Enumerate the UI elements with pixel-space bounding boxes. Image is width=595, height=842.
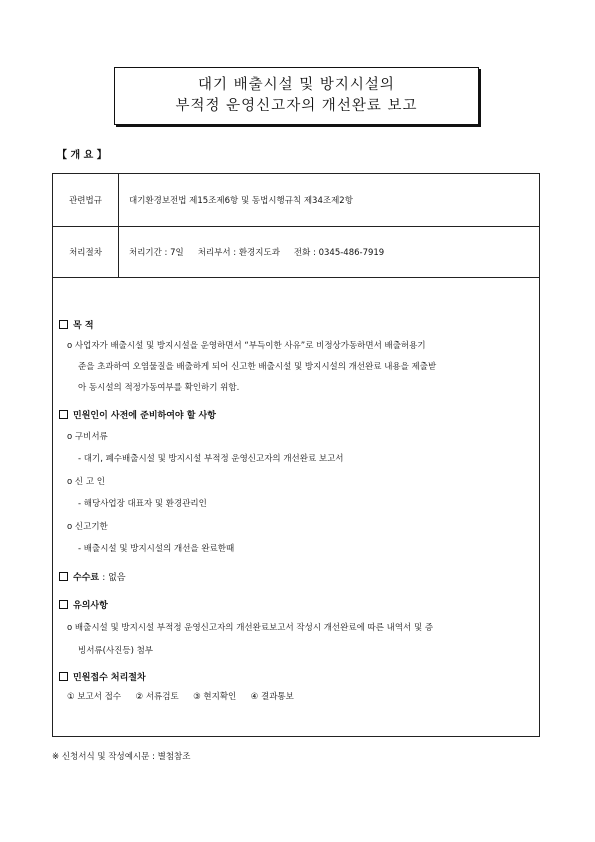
phone-number: 전화 : 0345-486-7919 bbox=[293, 248, 385, 258]
section-notes-heading: 유의사항 bbox=[59, 598, 108, 611]
preparation-item-label: o 구비서류 bbox=[67, 432, 108, 442]
notes-line: 빙서류(사진등) 첨부 bbox=[78, 646, 154, 656]
preparation-item-detail: - 배출시설 및 방지시설의 개선을 완료한때 bbox=[78, 544, 235, 554]
title-line-2: 부적정 운영신고자의 개선완료 보고 bbox=[175, 98, 418, 114]
footer-note: ※ 신청서식 및 작성예시문 : 별첨참조 bbox=[52, 752, 191, 762]
procedure-steps bbox=[67, 690, 294, 702]
title-line-1: 대기 배출시설 및 방지시설의 bbox=[198, 77, 395, 93]
info-row-value: 대기환경보전법 제15조제6항 및 동법시행규칙 제34조제2항 bbox=[129, 196, 353, 206]
checkbox-square-icon bbox=[59, 600, 68, 609]
info-row-law bbox=[53, 174, 539, 227]
info-row-procedure bbox=[53, 227, 539, 278]
processing-period: 처리기간 : 7일 bbox=[129, 248, 184, 258]
procedure-step: ② 서류검토 bbox=[135, 692, 179, 702]
procedure-step: ③ 현지확인 bbox=[193, 692, 237, 702]
procedure-step: ① 보고서 접수 bbox=[67, 692, 122, 702]
checkbox-square-icon bbox=[59, 320, 68, 329]
checkbox-square-icon bbox=[59, 672, 68, 681]
purpose-line: o 사업자가 배출시설 및 방지시설을 운영하면서 “부득이한 사유”로 비정상가동하면서 배출허용기 bbox=[67, 341, 426, 351]
purpose-line: 준을 초과하여 오염물질을 배출하게 되어 신고한 배출시설 및 방지시설의 개선완료 내용을 제출받 bbox=[78, 362, 437, 372]
section-preparation-heading: 민원인이 사전에 준비하여야 할 사항 bbox=[59, 408, 216, 421]
department: 처리부서 : 환경지도과 bbox=[197, 248, 280, 258]
purpose-line: 아 동시설의 적정가동여부를 확인하기 위함. bbox=[78, 383, 240, 393]
fee-value: : 없음 bbox=[102, 573, 126, 583]
preparation-item-detail: - 해당사업장 대표자 및 환경관리인 bbox=[78, 499, 207, 509]
section-fee-heading: 수수료 : 없음 bbox=[59, 570, 126, 583]
checkbox-square-icon bbox=[59, 572, 68, 581]
preparation-item-label: o 신 고 인 bbox=[67, 477, 105, 487]
notes-line: o 배출시설 및 방지시설 부적정 운영신고자의 개선완료보고서 작성시 개선완료에 따른 내역서 및 증 bbox=[67, 623, 434, 633]
procedure-step: ④ 결과통보 bbox=[250, 692, 294, 702]
section-procedure-heading: 민원접수 처리절차 bbox=[59, 670, 146, 683]
info-row-label: 관련법규 bbox=[53, 174, 119, 226]
info-row-value bbox=[129, 227, 384, 277]
preparation-item-detail: - 대기, 폐수배출시설 및 방지시설 부적정 운영신고자의 개선완료 보고서 bbox=[78, 454, 344, 464]
overview-label: 【 개 요 】 bbox=[57, 150, 107, 161]
content-frame bbox=[52, 173, 540, 737]
preparation-item-label: o 신고기한 bbox=[67, 522, 108, 532]
info-row-label: 처리절차 bbox=[53, 227, 119, 277]
checkbox-square-icon bbox=[59, 410, 68, 419]
section-purpose-heading: 목 적 bbox=[59, 318, 94, 331]
title-box bbox=[114, 67, 479, 125]
